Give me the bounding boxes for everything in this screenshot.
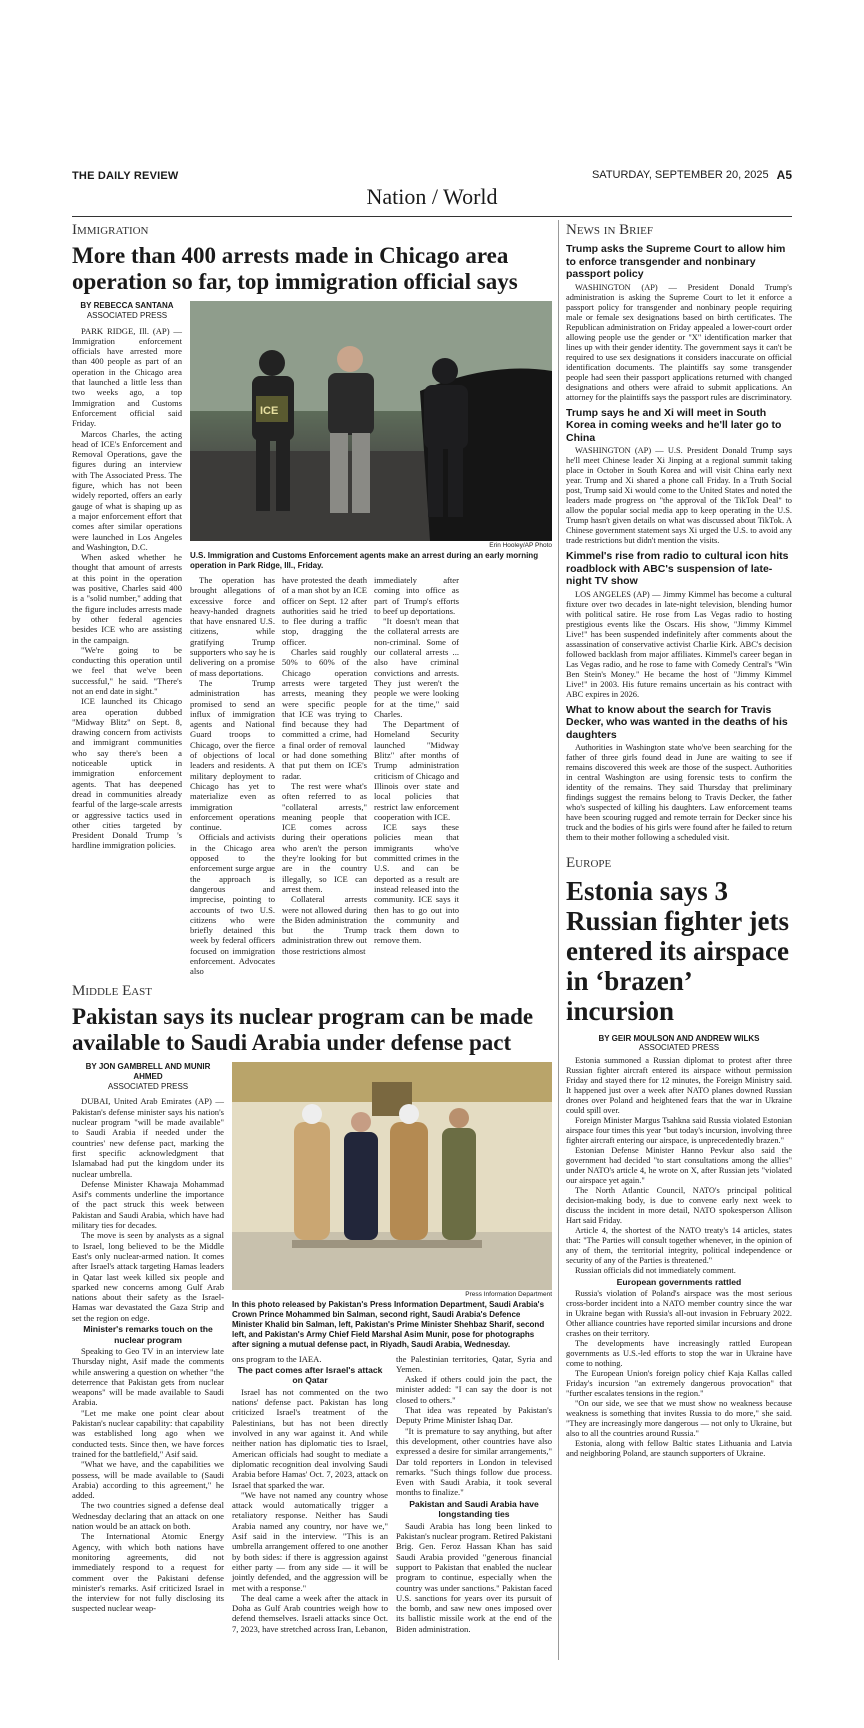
brief-kicker: News in Brief [566, 222, 654, 238]
paragraph: Speaking to Geo TV in an interview late Thursday night, Asif made the comments while answering a question on whether "the deterrence that Pakistan gets from nuclear weapons" will be made available to Saudi Arabia. [72, 1346, 224, 1408]
story1-col1 [72, 301, 182, 977]
paragraph: The developments have increasingly rattled European governments as U.S.-led efforts to stop the war in Ukraine have come to nothing. [566, 1338, 792, 1368]
paragraph: PARK RIDGE, Ill. (AP) — Immigration enforcement officials have arrested more than 400 people as part of an operation in the Chicago area that launched a little less than two weeks ago, a top Immigration and Customs Enforcement official said Friday. [72, 325, 182, 429]
story1-caption: U.S. Immigration and Customs Enforcement agents make an arrest during an early morning operation in Park Ridge, Ill., Friday. [190, 551, 539, 570]
top-rule [72, 216, 792, 217]
paragraph: When asked whether he thought that amount of arrests at this point in the operation was positive, Charles said 400 is a "solid number," adding that the figure includes arrests made by other federal agencies besides ICE who are assisting in the campaign. [72, 552, 182, 645]
paragraph: Russian officials did not immediately comment. [575, 1266, 736, 1275]
story3-body [566, 1056, 792, 1459]
main-column [72, 220, 552, 1634]
brief-title: Kimmel's rise from radio to cultural icon hits roadblock with ABC's suspension of late-night TV show [566, 550, 789, 587]
side-column [566, 220, 792, 1459]
paragraph: "We're going to be conducting this operation until we feel that we've been successful," he said. "There's not an end date in sight." [72, 644, 182, 696]
story2-subhead-2: The pact comes after Israel's attack on Qatar [237, 1364, 383, 1386]
paragraph: Israel has not commented on the two nations' defense pact. Pakistan has long criticized Israel's treatment of the Palestinians, but has not been directly involved in any war against it. And while neither nation has diplomatic ties to Israel, American officials had sought to mediate a diplomatic recognition deal involving Saudi Arabia before Hamas' Oct. 7, 2023, attack on Israel that sparked the war. [232, 1386, 388, 1490]
paragraph: Asked if others could join the pact, the minister added: "I can say the door is not closed to others." [396, 1374, 552, 1405]
story1-col2 [190, 575, 275, 977]
story2-org: ASSOCIATED PRESS [107, 1082, 189, 1092]
paragraph: immediately after coming into office as part of Trump's efforts to beef up deportations. [374, 575, 459, 616]
paragraph: Marcos Charles, the acting head of ICE's Enforcement and Removal Operations, gave the figures during an interview with The Associated Press. The figure, which has not been widely reported, offers an early gauge of what is shaping up as a major enforcement effort that comes after similar operations were launched in Los Angeles and Washington, D.C. [72, 428, 182, 552]
story2-col3 [396, 1354, 552, 1634]
story2-col1 [72, 1062, 224, 1634]
paragraph: The European Union's foreign policy chief Kaja Kallas called Friday's incursion "an extremely dangerous provocation" that "further escalates tensions in the region." [566, 1368, 792, 1398]
paragraph: "On our side, we see that we must show no weakness because weakness is something that invites Russia to do more," she said. "They are increasingly more dangerous — not only to Ukraine, but also to all the countries around Russia." [566, 1398, 792, 1438]
paragraph: DUBAI, United Arab Emirates (AP) — Pakistan's defense minister says his nation's nuclear program "will be made available" to Saudi Arabia if needed under the countries' new defense pact, marking the first specific acknowledgment that Islamabad had put the kingdom under its nuclear umbrella. [72, 1096, 224, 1179]
paragraph: "We have not named any country whose attack would automatically trigger a retaliatory response. Neither has Saudi Arabia named any country, nor have we," Asif said in the interview. "This is an umbrella arrangement offered to one another by both sides: if there is aggression against either party — from any side — it will be jointly defended, and the aggression will be met with a response." [232, 1489, 388, 1593]
story2-headline: Pakistan says its nuclear program can be made available to Saudi Arabia under defense pact [72, 1003, 534, 1055]
paragraph: Collateral arrests were not allowed during the Biden administration but the Trump administration threw out those restrictions almost [282, 894, 367, 956]
brief-item [566, 407, 792, 547]
brief-item [566, 243, 792, 403]
paragraph: Charles said roughly 50% to 60% of the Chicago operation arrests were targeted arrests, meaning they were specific people that ICE was trying to find because they had committed a crime, had a final order of removal or had done something that put them on ICE's radar. [282, 647, 367, 781]
story1-photo-credit: Erin Hooley/AP Photo [489, 542, 552, 549]
story1-kicker: Immigration [72, 222, 149, 238]
brief-body: Authorities in Washington state who've been searching for the father of three girls found dead in June are waiting to see if remains discovered this week are those of the suspect. Authorities in central Washington are using forensic tests to confirm the identity of the remains. They said Thursday that preliminary findings suggest the remains belong to Travis Decker, the father who's suspected of killing his daughters. Law enforcement teams have been scouring rugged and remote terrain for Decker since his truck and the bodies of his girls were found after he failed to return them to their mother following a scheduled visit. [566, 743, 792, 842]
paragraph: Russia's violation of Poland's airspace was the most serious cross-border incident into a NATO member country since the war in Ukraine began with Russia's all-out invasion in February 2022. Other alliance countries have reported similar incursions and drone crashes on their territory. [566, 1288, 792, 1338]
paper-name: THE DAILY REVIEW [72, 170, 179, 182]
story2-photo-credit: Press Information Department [465, 1290, 552, 1298]
story2-byline: BY JON GAMBRELL AND MUNIR AHMED [85, 1061, 211, 1081]
paragraph: The Trump administration has promised to send an influx of immigration agents and National Guard troops to Chicago, over the fierce of objections of local leaders and residents. A military deployment to Chicago has yet to materialize even as immigration enforcement operations continue. [190, 677, 275, 833]
paragraph: "It doesn't mean that the collateral arrests are non-criminal. Some of our collateral arrests ... also have criminal convictions and arrests. They just weren't the people we were looking for at the time," said Charles. [374, 616, 459, 719]
paragraph: The International Atomic Energy Agency, with which both nations have monitoring agreements, did not immediately respond to a request for comment over the Pakistani defense minister's remarks. Asif criticized Israel in the interview for not fully disclosing its suspected nuclear weap- [72, 1531, 224, 1614]
paragraph: The two countries signed a defense deal Wednesday declaring that an attack on one nation would be an attack on both. [72, 1500, 224, 1532]
column-divider [558, 220, 559, 1660]
paragraph: The North Atlantic Council, NATO's principal political decision-making body, is due to convene early next week to discuss the incident in more detail, NATO spokesperson Allison Hart said Friday. [566, 1186, 792, 1225]
story2-kicker: Middle East [72, 982, 153, 999]
story3-org: ASSOCIATED PRESS [638, 1043, 720, 1052]
pact-photo [232, 1062, 552, 1290]
brief-body: LOS ANGELES (AP) — Jimmy Kimmel has become a cultural fixture over two decades in late-night television, blending humor with political satire. He rose from Las Vegas radio to hosting prestigious events like the Oscars. His show, "Jimmy Kimmel Live!" has been suspended indefinitely after comments about the assassination of conservative activist Charlie Kirk. ABC's decision followed backlash from major affiliates. Kimmel's career began in Las Vegas radio, and he rose to fame with Comedy Central's "Win Ben Stein's Money." He became the host of "Jimmy Kimmel Live!" in 2003. His future remains uncertain as his contract with ABC expires in 2026. [566, 589, 792, 699]
page-number: A5 [776, 168, 792, 182]
paragraph: have protested the death of a man shot by an ICE officer on Sept. 12 after authorities said he tried to flee during a traffic stop, dragging the officer. [282, 575, 367, 647]
brief-item [566, 550, 792, 700]
paragraph: The deal came a week after the attack in Doha as Gulf Arab countries weigh how to defend themselves. Israeli attacks since Oct. 7, 2023, have stretched across Iran, Lebanon, [232, 1592, 388, 1634]
story2-col2 [232, 1354, 388, 1634]
paragraph: The Department of Homeland Security launched "Midway Blitz" after months of Trump administration criticism of Chicago and Illinois over state and local policies that restrict law enforcement cooperation with ICE. [374, 719, 459, 822]
paragraph: "What we have, and the capabilities we possess, will be made available to (Saudi Arabia) according to this agreement," he added. [72, 1459, 224, 1501]
paragraph: Estonian Defense Minister Hanno Pevkur also said the government had decided "to start consultations among the allies" under NATO's article 4, he wrote on X, after Russian jets "violated our airspace yet again." [566, 1146, 792, 1185]
paragraph: "Let me make one point clear about Pakistan's nuclear capability: that capability was established long ago when we conducted tests. Since then, we have forces trained for the battlefield," Asif said. [72, 1407, 224, 1459]
paragraph: That idea was repeated by Pakistan's Deputy Prime Minister Ishaq Dar. [396, 1405, 552, 1426]
story1-col3 [282, 575, 367, 977]
brief-title: Trump asks the Supreme Court to allow him to enforce transgender and nonbinary passport policy [566, 243, 786, 280]
story2-subhead-1: Minister's remarks touch on the nuclear program [83, 1324, 213, 1345]
brief-title: What to know about the search for Travis Decker, who was wanted in the deaths of his daughters [566, 703, 788, 741]
issue-date: SATURDAY, SEPTEMBER 20, 2025 [591, 169, 769, 181]
section-title: Nation / World [366, 184, 498, 209]
arrest-photo-illustration [190, 301, 552, 541]
story2-subhead-3: Pakistan and Saudi Arabia have longstanding ties [409, 1498, 539, 1520]
paragraph: The rest were what's often referred to as "collateral arrests," meaning people that ICE comes across during their operations who aren't the person they're looking for but are in the country illegally, so ICE can arrest them. [282, 780, 367, 894]
paragraph: The move is seen by analysts as a signal to Israel, long believed to be the Middle East's only nuclear-armed nation. It comes after Israel's attack targeting Hamas leaders in Qatar last week killed six people and sparked new concerns among Gulf Arab nations about their safety as the Israel-Hamas war devastated the Gaza Strip and set the region on edge. [72, 1230, 224, 1323]
brief-body: WASHINGTON (AP) — President Donald Trump's administration is asking the Supreme Court to let it enforce a passport policy for transgender and nonbinary people requiring male or female sex designations based on birth certificates. The Republican administration on Friday appealed a lower-court order allowing people use the gender or "X" identification marker that lines up with their gender identity. The government says it can't be required to use sex designations it considers inaccurate on official identification documents. The plaintiffs say some transgender people had seen their passport applications returned with changed designations and others were afraid to submit applications. An attorney for the plaintiffs says the passport rules are discriminatory. [566, 282, 792, 402]
paragraph: Defense Minister Khawaja Mohammad Asif's comments underline the importance of the pact struck this week between Pakistan and Saudi Arabia, which have had military ties for decades. [72, 1178, 224, 1231]
vest-label: ICE [260, 405, 279, 417]
brief-title: Trump says he and Xi will meet in South Korea in coming weeks and he'll later go to China [566, 406, 782, 444]
arrest-photo [190, 301, 552, 541]
pact-photo-illustration [232, 1062, 552, 1290]
story2-caption: In this photo released by Pakistan's Press Information Department, Saudi Arabia's Crown Prince Mohammed bin Salman, second right, Saudi Arabia's Defence Minister Khalid bin Salman, left, Pakistan's Prime Minister Shehbaz Sharif, second left, and Pakistan's Army Chief Field Marshal Asim Munir, pose for photographs after signing a mutual defense pact, in Riyadh, Saudi Arabia, Wednesday. [232, 1299, 545, 1349]
brief-body: WASHINGTON (AP) — U.S. President Donald Trump says he'll meet Chinese leader Xi Jinping at a regional summit taking place in October in South Korea and will visit China early next year. Trump and Xi shared a phone call Friday. In a Truth Social post, Trump said Xi would come to the United States and noted the leaders made progress on "the approval of the TikTok Deal" to allow the popular social media app to keep operating in the U.S. Trump hasn't given details on what was discussed about TikTok. A Chinese government statement says Xi urged the U.S. to avoid any trade restrictions but didn't mention the visits. [566, 446, 792, 545]
story3-subhead: European governments rattled [616, 1277, 742, 1287]
masthead [72, 160, 792, 182]
story1-col4 [374, 575, 459, 977]
paragraph: ICE says these policies mean that immigrants who've committed crimes in the U.S. and can be deported as a result are instead released into the community. ICE says it then has to go out into the community and track them down to remove them. [374, 822, 459, 946]
story1-byline: BY REBECCA SANTANA [80, 301, 174, 310]
paragraph: ICE launched its Chicago area operation dubbed "Midway Blitz" on Sept. 8, drawing concern from activists and immigrant communities who say there's been a noticeable uptick in immigration enforcement agents. That has deepened dread in communities already fearful of the large-scale arrests or aggressive tactics used in other cities targeted by President Donald Trump 's hardline immigration policies. [72, 696, 182, 851]
paragraph: the Palestinian territories, Qatar, Syria and Yemen. [396, 1353, 552, 1374]
story1-headline: More than 400 arrests made in Chicago area operation so far, top immigration official says [72, 243, 518, 294]
brief-item [566, 704, 792, 844]
paragraph: The operation has brought allegations of excessive force and heavy-handed dragnets that have ensnared U.S. citizens, while gratifying Trump supporters who say he is delivering on a promise of mass deportations. [190, 575, 275, 678]
paragraph: Officials and activists in the Chicago area opposed to the enforcement surge argue the approach is dangerous and imprecise, pointing to accounts of two U.S. citizens who were briefly detained this week by federal officers focused on immigration enforcement. Advocates also [190, 832, 275, 977]
paragraph: Estonia summoned a Russian diplomat to protest after three Russian fighter aircraft entered its airspace without permission Friday and stayed there for 12 minutes, the Foreign Ministry said. It happened just over a week after NATO planes downed Russian drones over Poland and heightened fears that the war in Ukraine could spill over. [566, 1056, 792, 1115]
paragraph: ons program to the IAEA. [232, 1353, 322, 1364]
paragraph: Estonia, along with fellow Baltic states Lithuania and Latvia and neighboring Poland, are staunch supporters of Ukraine. [566, 1438, 792, 1458]
story3-kicker: Europe [566, 855, 612, 871]
story3-headline: Estonia says 3 Russian fighter jets entered its airspace in ‘brazen’ incursion [566, 876, 790, 1026]
paragraph: "It is premature to say anything, but after this development, other countries have also expressed a desire for similar arrangements," Dar told reporters in London in televised remarks. "Such things follow due process. Even with Saudi Arabia, it took several months to finalize." [396, 1425, 552, 1498]
newspaper-page [72, 160, 792, 217]
paragraph: Saudi Arabia has long been linked to Pakistan's nuclear program. Retired Pakistani Brig. Gen. Feroz Hassan Khan has said Saudi Arabia provided "generous financial support to Pakistan that enabled the nuclear program to continue, especially when the country was under sanctions." Pakistan faced U.S. sanctions for years over its pursuit of the bomb, and saw new ones imposed over its ballistic missile work at the end of the Biden administration. [396, 1520, 552, 1634]
paragraph: Foreign Minister Margus Tsahkna said Russia violated Estonian airspace four times this year "but today's incursion, involving three fighter aircraft entering our airspace, is unprecedentedly brazen." [566, 1116, 792, 1145]
paragraph: Article 4, the shortest of the NATO treaty's 14 articles, states that: "The Parties will consult together whenever, in the opinion of any of them, the territorial integrity, political independence or security of any of the Parties is threatened." [566, 1226, 792, 1265]
story3-byline: BY GEIR MOULSON AND ANDREW WILKS [598, 1034, 760, 1043]
story1-org: ASSOCIATED PRESS [86, 311, 168, 321]
